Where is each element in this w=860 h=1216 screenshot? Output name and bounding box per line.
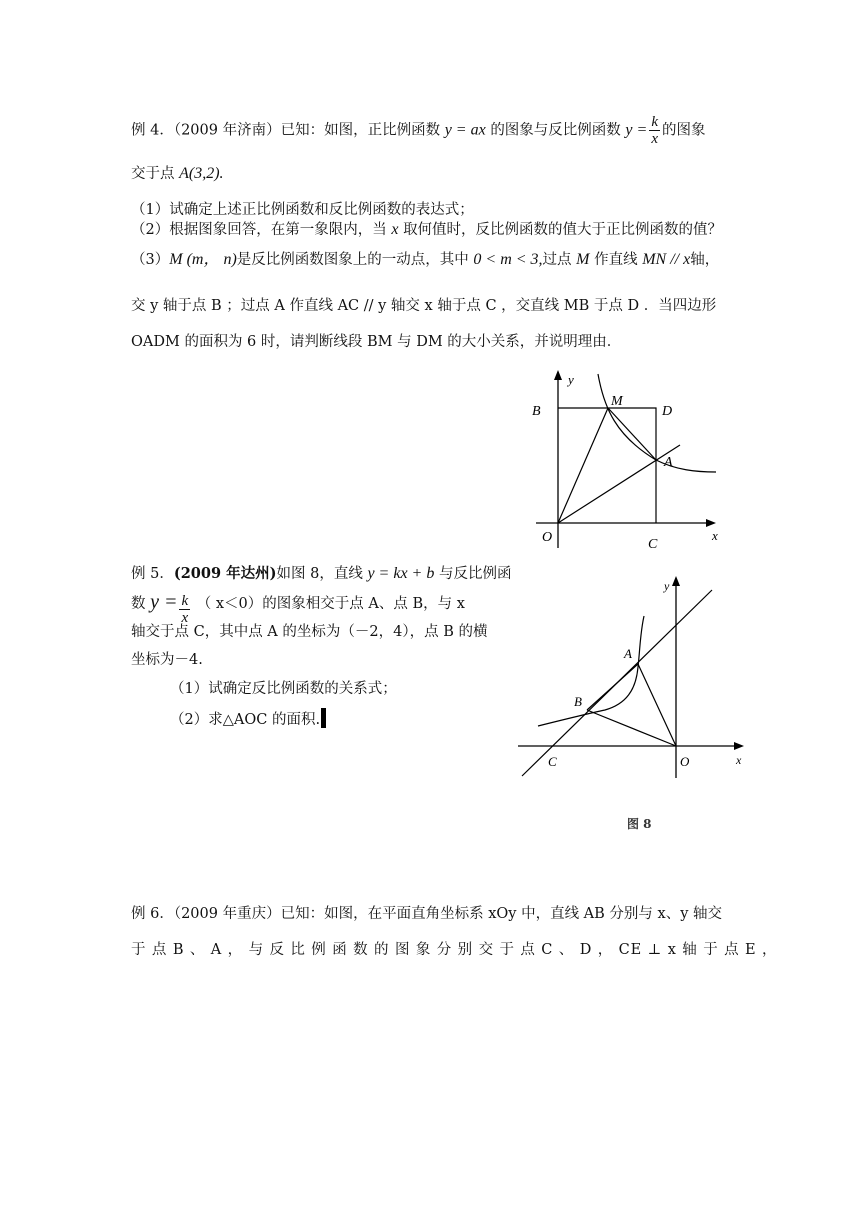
- ex4-label-d: D: [662, 404, 673, 419]
- ex5-q2: [170, 708, 326, 730]
- ex4-label-o: O: [542, 530, 553, 545]
- ex5-figure-caption: 图 8: [627, 817, 652, 831]
- ex4-q1: （1）试确定上述正比例函数和反比例函数的表达式；: [131, 202, 474, 218]
- ex4-label-y: y: [568, 372, 574, 387]
- ex4-frac-den: x: [651, 131, 658, 147]
- ex5-line4: 坐标为－4.: [131, 652, 203, 668]
- ex4-label-x: x: [712, 528, 718, 543]
- ex4-q3-line1: [131, 250, 719, 270]
- ex4-fraction: [649, 114, 660, 147]
- text-cursor: [321, 708, 326, 728]
- ex4-q3-d: 作直线: [594, 252, 638, 268]
- ex4-label-b: B: [532, 404, 541, 419]
- ex5-line3: 轴交于点 C，其中点 A 的坐标为（－2，4），点 B 的横: [131, 624, 488, 640]
- ex4-y-arrow: [554, 370, 562, 380]
- ex4-segment-om: [558, 408, 608, 523]
- ex4-rect-bdc: [558, 408, 656, 523]
- ex4-q2: [131, 220, 722, 240]
- ex5-label-c: C: [548, 754, 557, 769]
- ex4-q2-a: （2）根据图象回答，在第一象限内，当: [131, 222, 387, 238]
- ex4-line2: [131, 164, 224, 184]
- ex5-label-y: y: [664, 579, 670, 593]
- ex4-q3-line3: OADM 的面积为 6 时，请判断线段 BM 与 DM 的大小关系，并说明理由．: [131, 334, 622, 350]
- ex4-label-c: C: [648, 537, 658, 552]
- ex4-intro-c: 的图象: [662, 122, 706, 139]
- ex5-figure: [510, 572, 750, 782]
- ex5-segment-ba: [587, 664, 638, 710]
- ex5-inverse-eq: y =: [150, 591, 178, 613]
- ex4-segment-ma: [608, 408, 656, 460]
- ex5-line2-a: 数: [131, 596, 146, 612]
- ex4-figure: [520, 368, 730, 553]
- ex6-line1: 例 6．（2009 年重庆）已知：如图，在平面直角坐标系 xOy 中，直线 AB 分别与 x、y 轴交: [131, 906, 722, 922]
- ex5-label-o: O: [680, 754, 690, 769]
- ex4-frac-num: k: [651, 114, 658, 130]
- ex4-q2-b: 取何值时，反比例函数的值大于正比例函数的值？: [403, 222, 723, 238]
- ex4-q3-m2: M: [576, 251, 590, 268]
- ex5-linear-eq: y = kx + b: [367, 565, 435, 582]
- ex4-intro: 例 4．（2009 年济南）已知：如图，正比例函数: [131, 122, 441, 139]
- ex4-q3-e: 轴，: [690, 252, 720, 268]
- ex5-hyperbola: [538, 616, 644, 726]
- ex4-q3-mn: MN // x: [642, 251, 691, 268]
- ex4-inverse-eq-lhs: y =: [625, 121, 648, 139]
- ex5-line2: [131, 591, 465, 626]
- ex5-line1: [131, 564, 511, 584]
- ex5-source: (2009 年达州): [173, 565, 277, 582]
- ex4-hyperbola: [598, 374, 716, 472]
- ex5-segment-ao: [638, 664, 676, 746]
- ex4-label-a: A: [664, 455, 673, 470]
- ex5-segment-bo: [587, 710, 676, 746]
- ex4-line-oa: [558, 445, 680, 523]
- ex5-intro-c: 与反比例函: [438, 566, 512, 582]
- ex4-linear-eq: y = ax: [444, 121, 486, 139]
- ex4-q2-x: x: [391, 221, 399, 238]
- ex5-line2-b: （ x＜0）的图象相交于点 A、点 B，与 x: [196, 596, 465, 612]
- ex5-intro: 如图 8，直线: [276, 566, 363, 582]
- ex4-label-m: M: [611, 394, 623, 409]
- ex4-q3-m: M (m， n): [169, 251, 237, 268]
- ex5-fraction: [179, 593, 190, 626]
- ex5-label-x: x: [736, 753, 742, 767]
- ex4-line1: [131, 114, 706, 147]
- ex6-line2: 于 点 B 、 A ， 与 反 比 例 函 数 的 图 象 分 别 交 于 点 C 、 D ， CE ⊥ x 轴 于 点 E ，: [131, 942, 778, 958]
- ex4-q3-a: （3）: [131, 252, 170, 268]
- ex5-frac-den: x: [181, 610, 189, 626]
- ex4-q3-line2: 交 y 轴于点 B ；过点 A 作直线 AC // y 轴交 x 轴于点 C ，交直线 MB 于点 D ．当四边形: [131, 298, 717, 314]
- ex4-x-arrow: [706, 519, 716, 527]
- ex5-x-arrow: [734, 742, 744, 750]
- ex5-y-arrow: [672, 576, 680, 586]
- ex5-frac-num: k: [181, 593, 189, 609]
- ex4-intersect-text: 交于点: [131, 166, 175, 182]
- ex4-q3-b: 是反比例函数图象上的一动点，其中: [236, 252, 469, 268]
- ex5-label: 例 5．: [131, 566, 174, 582]
- ex5-label-b: B: [574, 694, 582, 709]
- ex5-q1: （1）试确定反比例函数的关系式；: [170, 681, 397, 697]
- ex4-point-a: A(3,2).: [179, 165, 224, 182]
- ex5-label-a: A: [624, 646, 632, 661]
- ex4-q3-ineq: 0 < m < 3,: [473, 251, 543, 268]
- ex5-q2-text: （2）求△AOC 的面积.: [170, 712, 321, 728]
- ex4-intro-b: 的图象与反比例函数: [490, 122, 621, 139]
- ex4-q3-c: 过点: [542, 252, 572, 268]
